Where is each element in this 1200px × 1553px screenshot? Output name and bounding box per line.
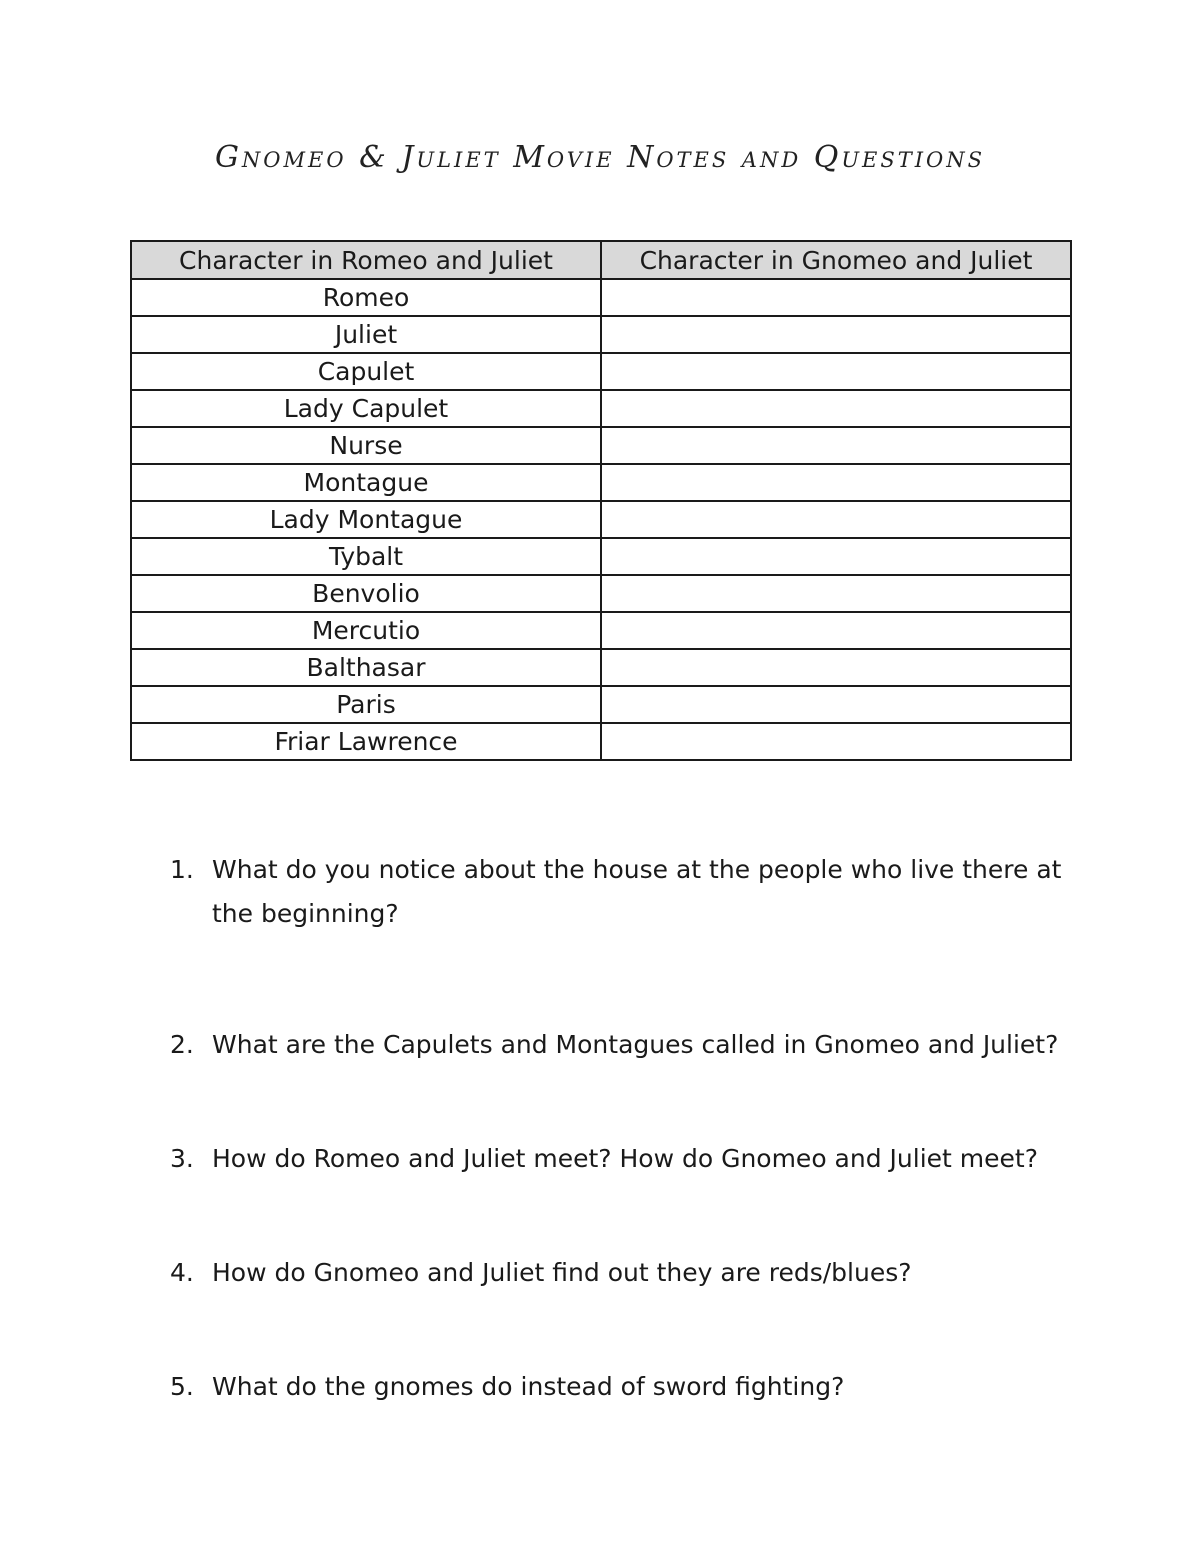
question-text: What do you notice about the house at the people who live there at the beginning? — [212, 855, 1062, 928]
character-cell: Montague — [131, 464, 601, 501]
character-cell: Nurse — [131, 427, 601, 464]
table-row — [131, 723, 1071, 760]
character-cell: Capulet — [131, 353, 601, 390]
question-item — [170, 1137, 1070, 1251]
question-item — [170, 1023, 1070, 1137]
answer-cell[interactable] — [601, 353, 1071, 390]
table-row — [131, 649, 1071, 686]
answer-cell[interactable] — [601, 612, 1071, 649]
answer-cell[interactable] — [601, 316, 1071, 353]
answer-cell[interactable] — [601, 464, 1071, 501]
answer-cell[interactable] — [601, 427, 1071, 464]
question-text: How do Gnomeo and Juliet find out they are reds/blues? — [212, 1258, 912, 1287]
column-header-gnomeo-juliet: Character in Gnomeo and Juliet — [601, 241, 1071, 279]
character-comparison-table — [130, 240, 1072, 761]
table-row — [131, 538, 1071, 575]
table-row — [131, 575, 1071, 612]
question-number: 4. — [170, 1258, 194, 1287]
question-item — [170, 1365, 1070, 1425]
answer-cell[interactable] — [601, 390, 1071, 427]
table-row — [131, 427, 1071, 464]
question-text: What are the Capulets and Montagues called in Gnomeo and Juliet? — [212, 1030, 1059, 1059]
question-number: 5. — [170, 1372, 194, 1401]
character-cell: Friar Lawrence — [131, 723, 601, 760]
question-number: 2. — [170, 1030, 194, 1059]
question-text: How do Romeo and Juliet meet? How do Gnomeo and Juliet meet? — [212, 1144, 1038, 1173]
character-cell: Juliet — [131, 316, 601, 353]
question-number: 1. — [170, 855, 194, 884]
column-header-romeo-juliet: Character in Romeo and Juliet — [131, 241, 601, 279]
question-list — [170, 848, 1070, 1425]
table-row — [131, 501, 1071, 538]
page-title: Gnomeo & Juliet Movie Notes and Questions — [214, 140, 986, 175]
answer-cell[interactable] — [601, 686, 1071, 723]
question-text: What do the gnomes do instead of sword fighting? — [212, 1372, 845, 1401]
character-cell: Lady Montague — [131, 501, 601, 538]
answer-cell[interactable] — [601, 723, 1071, 760]
table-header-row — [131, 241, 1071, 279]
table-row — [131, 279, 1071, 316]
character-cell: Romeo — [131, 279, 601, 316]
table-row — [131, 612, 1071, 649]
answer-cell[interactable] — [601, 649, 1071, 686]
character-cell: Tybalt — [131, 538, 601, 575]
answer-cell[interactable] — [601, 538, 1071, 575]
table-row — [131, 390, 1071, 427]
answer-cell[interactable] — [601, 501, 1071, 538]
table-row — [131, 316, 1071, 353]
answer-cell[interactable] — [601, 575, 1071, 612]
character-cell: Balthasar — [131, 649, 601, 686]
question-number: 3. — [170, 1144, 194, 1173]
answer-cell[interactable] — [601, 279, 1071, 316]
character-cell: Lady Capulet — [131, 390, 601, 427]
table-row — [131, 464, 1071, 501]
question-item — [170, 1251, 1070, 1365]
character-cell: Paris — [131, 686, 601, 723]
table-row — [131, 686, 1071, 723]
question-item — [170, 848, 1070, 1023]
table-row — [131, 353, 1071, 390]
character-cell: Mercutio — [131, 612, 601, 649]
character-cell: Benvolio — [131, 575, 601, 612]
